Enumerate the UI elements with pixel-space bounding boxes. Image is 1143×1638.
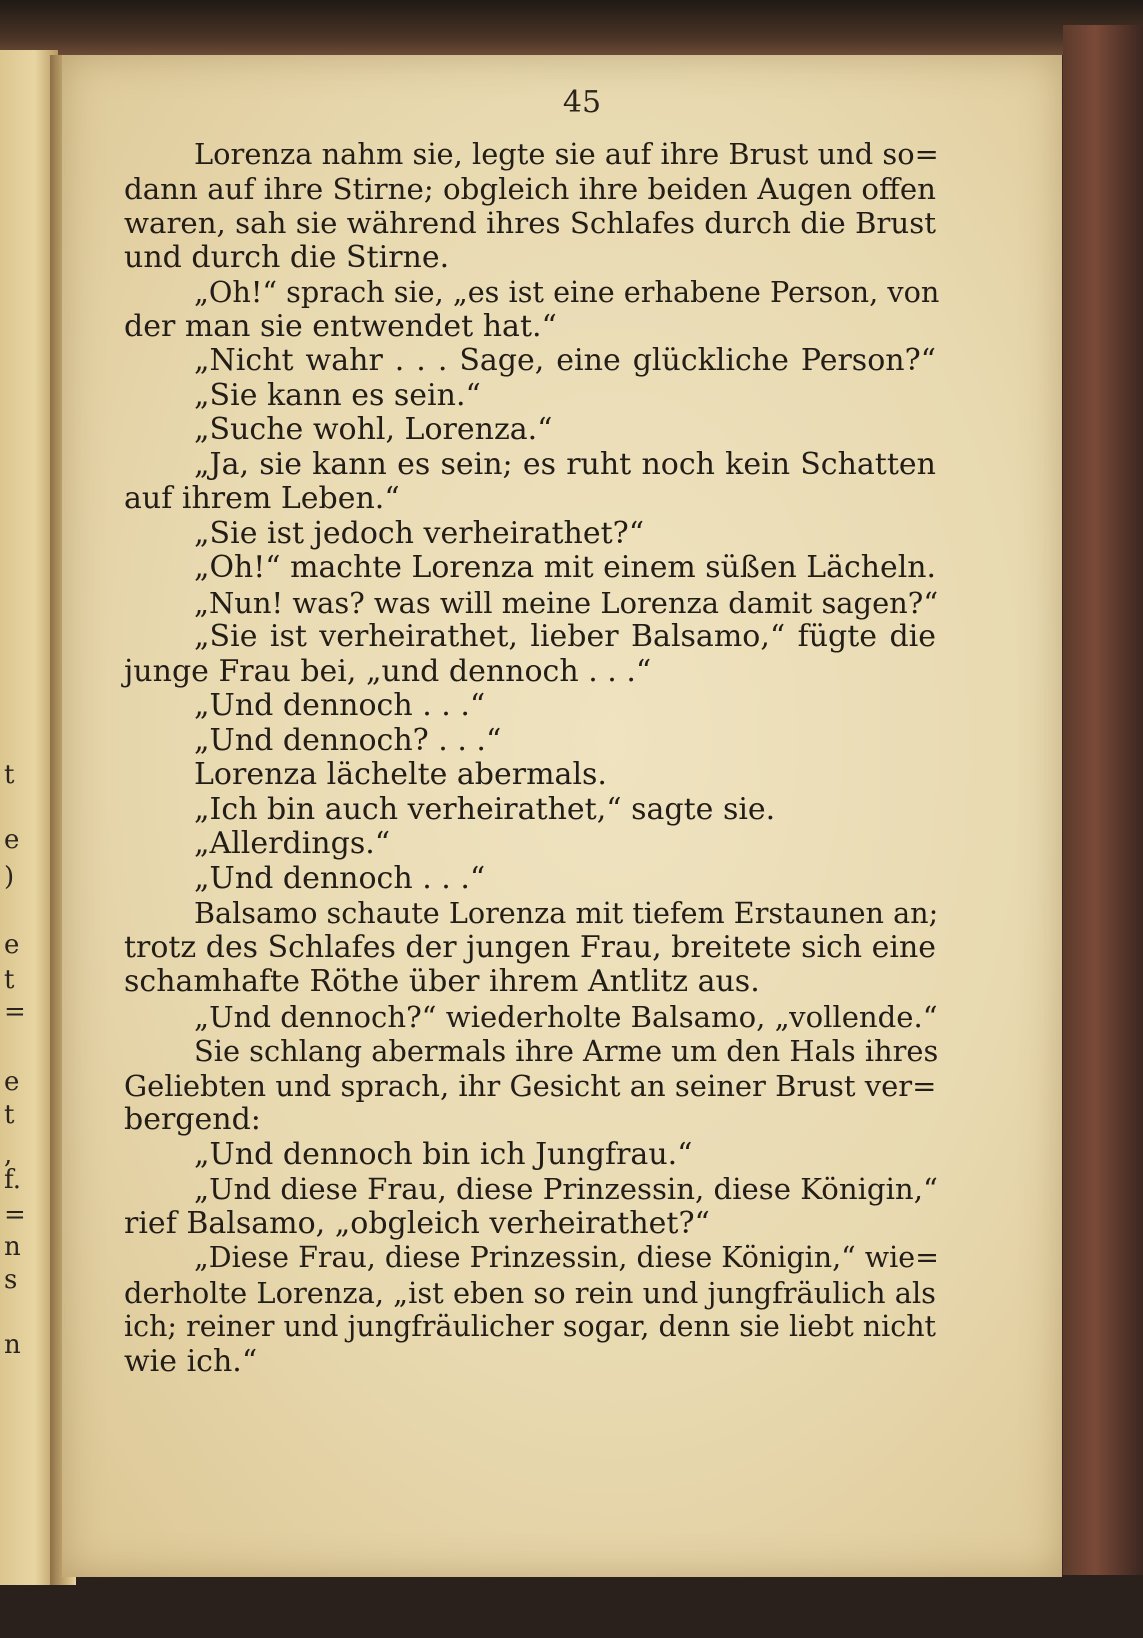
- text-line: „Ich bin auch verheirathet,“ sagte sie.: [194, 791, 776, 827]
- left-page-fragment: n: [4, 1232, 21, 1262]
- text-line: „Sie ist verheirathet, lieber Balsamo,“ fügte die: [194, 619, 936, 654]
- text-line: junge Frau bei, „und dennoch . . .“: [124, 653, 652, 689]
- text-line: Lorenza nahm sie, legte sie auf ihre Brust und so=: [194, 137, 939, 171]
- left-page-fragment: t: [4, 1100, 15, 1130]
- text-line: „Nicht wahr . . . Sage, eine glückliche Person?“: [194, 343, 936, 378]
- text-line: waren, sah sie während ihres Schlafes durch die Brust: [124, 206, 936, 240]
- text-line: „Oh!“ sprach sie, „es ist eine erhabene Person, von: [194, 275, 940, 309]
- text-line: der man sie entwendet hat.“: [124, 308, 557, 344]
- text-line: ich; reiner und jungfräulicher sogar, denn sie liebt nicht: [124, 1310, 936, 1343]
- text-line: „Und dennoch . . .“: [194, 860, 486, 896]
- text-line: „Und dennoch? . . .“: [194, 722, 502, 758]
- left-page-fragment: e: [4, 1067, 20, 1097]
- book-cover-right: [1063, 25, 1143, 1638]
- text-line: „Und dennoch?“ wiederholte Balsamo, „vollende.“: [194, 999, 938, 1034]
- left-page-fragment: e: [4, 930, 20, 960]
- text-line: „Und dennoch bin ich Jungfrau.“: [194, 1136, 693, 1172]
- left-page-fragment: t: [4, 760, 15, 790]
- text-line: „Und dennoch . . .“: [194, 688, 486, 723]
- left-page-fragment: f.: [4, 1165, 21, 1195]
- text-line: schamhafte Röthe über ihrem Antlitz aus.: [124, 964, 760, 999]
- text-line: „Nun! was? was will meine Lorenza damit sagen?“: [194, 585, 939, 620]
- text-line: trotz des Schlafes der jungen Frau, breitete sich eine: [124, 929, 936, 965]
- text-line: Lorenza lächelte abermals.: [194, 757, 607, 792]
- page-number: 45: [562, 85, 602, 120]
- left-page-fragment: =: [4, 997, 26, 1027]
- book-cover-top: [0, 0, 1143, 55]
- text-line: „Allerdings.“: [194, 826, 391, 861]
- page-text: [124, 137, 940, 1379]
- text-line: Balsamo schaute Lorenza mit tiefem Erstaunen an;: [194, 896, 939, 930]
- text-line: bergend:: [124, 1102, 261, 1137]
- text-line: derholte Lorenza, „ist eben so rein und jungfräulich als: [124, 1275, 936, 1310]
- text-line: „Ja, sie kann es sein; es ruht noch kein Schatten: [194, 446, 936, 482]
- left-page-fragment: ): [4, 862, 15, 892]
- left-page-fragment: t: [4, 965, 15, 995]
- text-line: rief Balsamo, „obgleich verheirathet?“: [124, 1205, 710, 1241]
- text-line: „Und diese Frau, diese Prinzessin, diese Königin,“: [194, 1172, 938, 1206]
- left-page-fragment: e: [4, 825, 20, 855]
- text-line: „Oh!“ machte Lorenza mit einem süßen Lächeln.: [194, 550, 937, 585]
- text-line: wie ich.“: [124, 1343, 258, 1379]
- text-line: Geliebten und sprach, ihr Gesicht an seiner Brust ver=: [124, 1068, 937, 1103]
- text-line: dann auf ihre Stirne; obgleich ihre beiden Augen offen: [124, 171, 936, 206]
- text-line: und durch die Stirne.: [124, 239, 450, 275]
- left-page-fragment: ,: [4, 1140, 13, 1170]
- text-line: „Suche wohl, Lorenza.“: [194, 412, 553, 447]
- left-page-fragment: =: [4, 1200, 26, 1230]
- text-line: „Diese Frau, diese Prinzessin, diese Königin,“ wie=: [194, 1241, 939, 1274]
- text-line: „Sie ist jedoch verheirathet?“: [194, 515, 645, 551]
- book-cover-bottom: [0, 1575, 1143, 1638]
- text-line: Sie schlang abermals ihre Arme um den Hals ihres: [194, 1034, 939, 1068]
- left-page-fragment: n: [4, 1330, 21, 1360]
- text-line: auf ihrem Leben.“: [124, 481, 400, 516]
- left-page-fragment: s: [4, 1265, 18, 1295]
- text-line: „Sie kann es sein.“: [194, 377, 481, 413]
